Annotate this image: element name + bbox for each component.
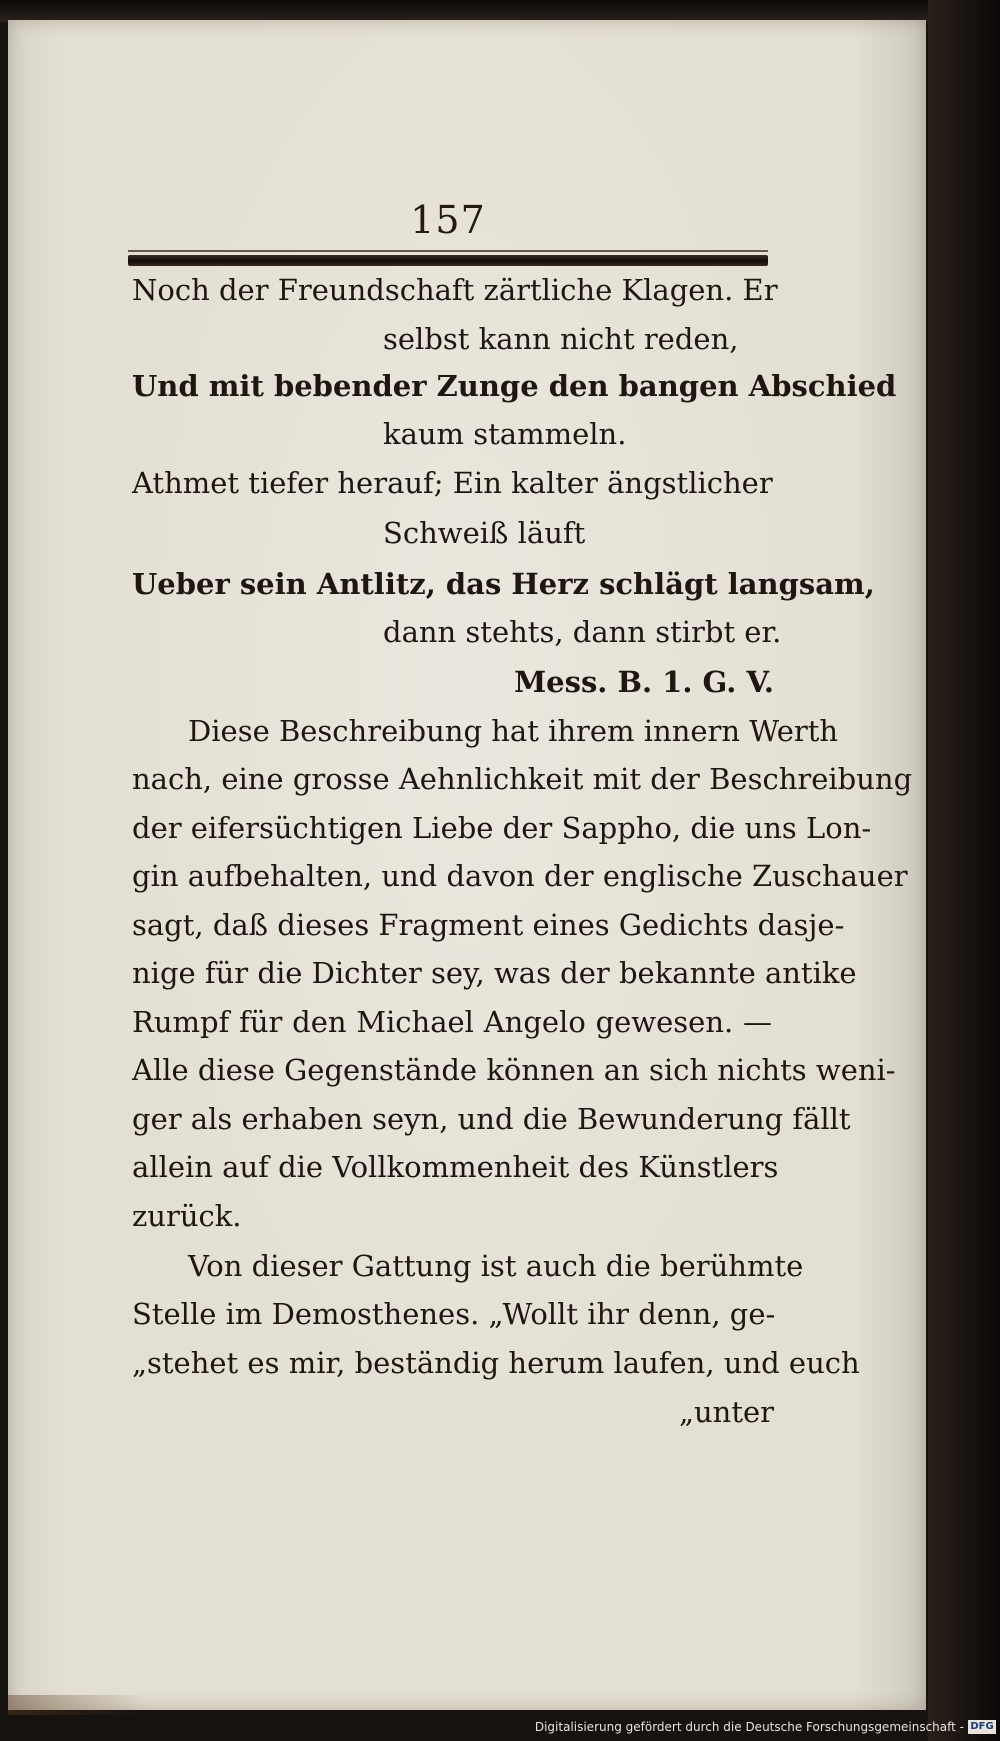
text-line: Und mit bebender Zunge den bangen Abschied	[132, 369, 897, 403]
text-line: nige für die Dichter sey, was der bekannte antike	[132, 956, 857, 990]
book-page	[8, 20, 926, 1710]
text-line: der eifersüchtigen Liebe der Sappho, die uns Lon-	[132, 811, 872, 845]
text-line: gin aufbehalten, und davon der englische Zuschauer	[132, 859, 908, 893]
text-line: zurück.	[132, 1199, 242, 1233]
text-line: Von dieser Gattung ist auch die berühmte	[188, 1249, 804, 1283]
text-line: Diese Beschreibung hat ihrem innern Werth	[188, 714, 839, 748]
text-line: Schweiß läuft	[383, 516, 586, 550]
text-line: Athmet tiefer herauf; Ein kalter ängstlicher	[132, 466, 773, 500]
text-line: Alle diese Gegenstände können an sich nichts weni-	[132, 1053, 896, 1087]
text-line: ger als erhaben seyn, und die Bewunderung fällt	[132, 1102, 851, 1136]
header-rule-thin	[128, 250, 768, 252]
text-line: Ueber sein Antlitz, das Herz schlägt langsam,	[132, 567, 875, 601]
text-line: nach, eine grosse Aehnlichkeit mit der Beschreibung	[132, 762, 913, 796]
header-rule	[128, 255, 768, 266]
text-line: dann stehts, dann stirbt er.	[383, 615, 782, 649]
digitization-footer	[0, 1715, 1000, 1737]
text-line: selbst kann nicht reden,	[383, 322, 739, 356]
catchword: „unter	[678, 1395, 774, 1429]
text-line: Stelle im Demosthenes. „Wollt ihr denn, ge-	[132, 1297, 776, 1331]
text-line: Noch der Freundschaft zärtliche Klagen. Er	[132, 273, 778, 307]
text-line: allein auf die Vollkommenheit des Künstlers	[132, 1150, 779, 1184]
funding-credit: Digitalisierung gefördert durch die Deutsche Forschungsgemeinschaft -	[534, 1720, 964, 1734]
dfg-logo-icon: DFG	[968, 1720, 996, 1734]
text-line: „stehet es mir, beständig herum laufen, und euch	[132, 1346, 860, 1380]
text-line: kaum stammeln.	[383, 417, 627, 451]
scan-border-right	[928, 0, 1000, 1741]
text-line: sagt, daß dieses Fragment eines Gedichts dasje-	[132, 908, 845, 942]
page-number: 157	[410, 198, 486, 242]
text-line: Rumpf für den Michael Angelo gewesen. —	[132, 1005, 772, 1039]
source-citation: Mess. B. 1. G. V.	[514, 665, 774, 699]
page-stain	[8, 1695, 148, 1715]
scan-border-top	[0, 0, 1000, 22]
